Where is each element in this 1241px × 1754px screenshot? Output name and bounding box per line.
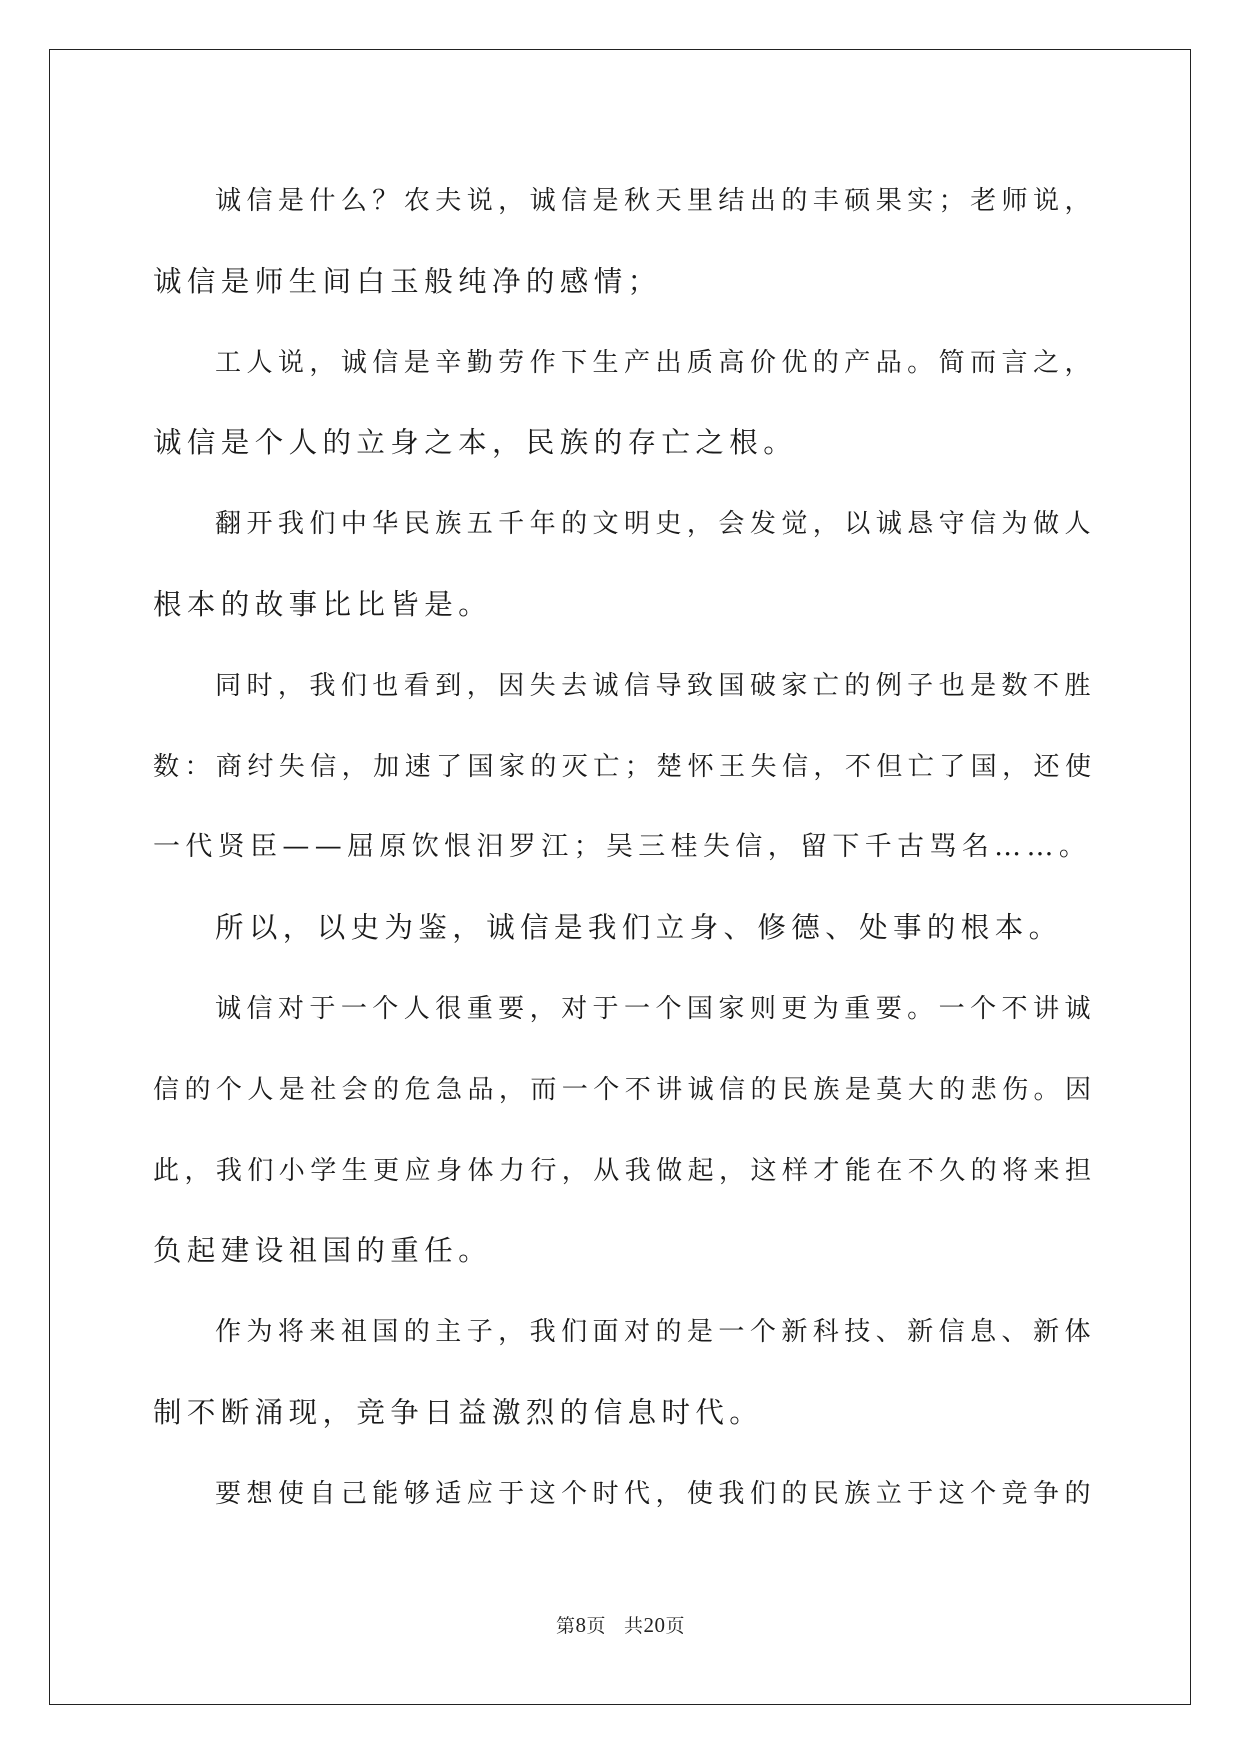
page-suffix: 页 — [586, 1615, 606, 1637]
paragraph-line: 此，我们小学生更应身体力行，从我做起，这样才能在不久的将来担 — [153, 1155, 1097, 1186]
paragraph-line: 诚信是个人的立身之本，民族的存亡之根。 — [153, 426, 798, 460]
paragraph-line: 制不断涌现，竞争日益激烈的信息时代。 — [153, 1395, 764, 1429]
paragraph-4 — [153, 646, 1097, 888]
paragraph-line: 根本的故事比比皆是。 — [153, 587, 493, 621]
paragraph-line: 诚信是师生间白玉般纯净的感情； — [153, 264, 662, 298]
total-suffix: 页 — [665, 1615, 686, 1637]
paragraph-line: 翻开我们中华民族五千年的文明史，会发觉，以诚恳守信为做人 — [215, 509, 1096, 540]
paragraph-line: 诚信是什么？农夫说，诚信是秋天里结出的丰硕果实；老师说， — [215, 186, 1096, 216]
page-number: 8 — [575, 1613, 587, 1637]
paragraph-line: 同时，我们也看到，因失去诚信导致国破家亡的例子也是数不胜 — [215, 670, 1096, 701]
total-prefix: 共 — [624, 1615, 644, 1637]
paragraph-7 — [153, 1292, 1096, 1454]
paragraph-line: 所以，以史为鉴，诚信是我们立身、修德、处事的根本。 — [215, 911, 1063, 945]
paragraph-line: 信的个人是社会的危急品，而一个不讲诚信的民族是莫大的悲伤。因 — [153, 1074, 1097, 1105]
paragraph-8 — [153, 1454, 1096, 1535]
page-prefix: 第 — [555, 1615, 576, 1637]
paragraph-line: 要想使自己能够适应于这个时代，使我们的民族立于这个竞争的 — [215, 1478, 1096, 1509]
total-pages: 20 — [643, 1613, 666, 1637]
paragraph-2 — [153, 323, 1096, 485]
paragraph-line: 作为将来祖国的主子，我们面对的是一个新科技、新信息、新体 — [215, 1317, 1096, 1348]
paragraph-line: 诚信对于一个人很重要，对于一个国家则更为重要。一个不讲诚 — [215, 993, 1096, 1024]
paragraph-line: 工人说，诚信是辛勤劳作下生产出质高价优的产品。简而言之， — [215, 347, 1096, 378]
paragraph-6 — [153, 969, 1097, 1292]
paragraph-line: 负起建设祖国的重任。 — [153, 1234, 493, 1268]
paragraph-line: 一代贤臣——屈原饮恨汨罗江；吴三桂失信，留下千古骂名……。 — [153, 831, 1092, 863]
paragraph-line: 数：商纣失信，加速了国家的灭亡；楚怀王失信，不但亡了国，还使 — [153, 751, 1097, 782]
page-footer — [0, 1611, 1241, 1638]
paragraph-5 — [153, 888, 1083, 969]
paragraph-3 — [153, 484, 1096, 646]
document-body — [153, 161, 1097, 1535]
paragraph-1 — [153, 161, 1096, 323]
